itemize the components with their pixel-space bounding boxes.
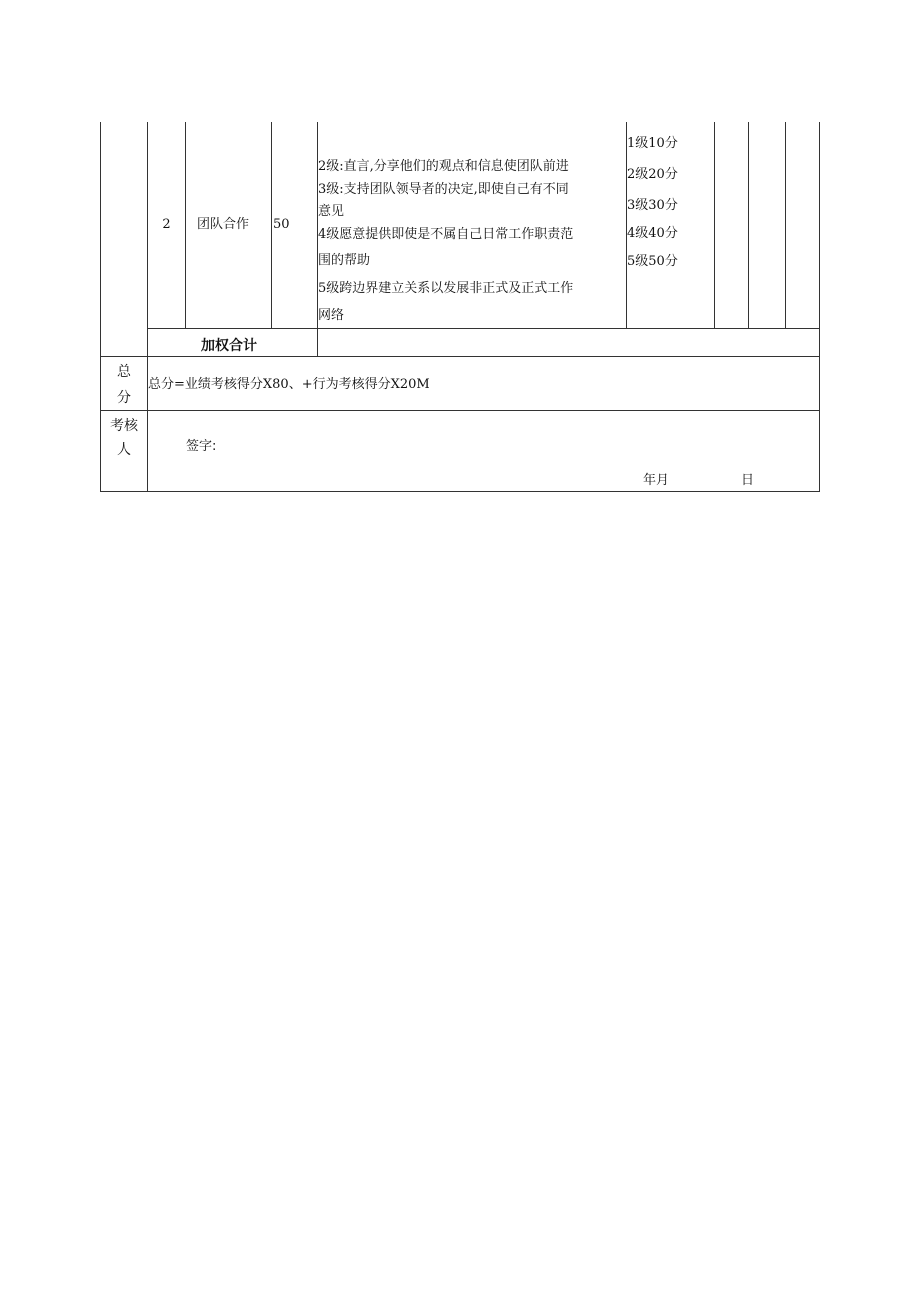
total-label-line1: 总 <box>117 364 131 380</box>
reviewer-label-line2: 人 <box>117 442 131 458</box>
criteria-line: 2级:直言,分享他们的观点和信息使团队前进 <box>318 159 569 174</box>
rule-col-index <box>185 122 186 329</box>
signature-label: 签字: <box>186 439 217 454</box>
rule-weighted-bottom <box>100 356 820 357</box>
rule-row-bottom <box>147 328 820 329</box>
score-level: 1级10分 <box>627 136 678 151</box>
row-weight: 50 <box>273 217 290 232</box>
rule-total-bottom <box>100 410 820 411</box>
total-label-line2: 分 <box>117 390 131 406</box>
rule-col-item <box>271 122 272 329</box>
criteria-line: 4级愿意提供即使是不属自己日常工作职责范 <box>318 227 574 242</box>
criteria-line: 围的帮助 <box>318 253 371 268</box>
criteria-line: 3级:支持团队领导者的决定,即使自己有不同 <box>318 182 569 197</box>
rule-col-blank-2 <box>785 122 786 329</box>
rule-col-blank-1 <box>748 122 749 329</box>
score-level: 2级20分 <box>627 167 678 182</box>
rule-right-edge <box>819 122 820 492</box>
date-year-month: 年月 <box>643 473 670 488</box>
rule-col-category <box>147 122 148 492</box>
score-level: 5级50分 <box>627 254 678 269</box>
criteria-line: 意见 <box>318 204 345 219</box>
row-item-name: 团队合作 <box>197 217 250 232</box>
rule-col-scores <box>714 122 715 329</box>
weighted-total-label: 加权合计 <box>201 338 257 354</box>
total-formula: 总分=业绩考核得分X80、+行为考核得分X20M <box>148 377 430 392</box>
reviewer-label-line1: 考核 <box>110 418 138 434</box>
rule-left-edge <box>100 122 101 492</box>
rule-table-bottom <box>100 491 820 492</box>
row-index: 2 <box>162 217 171 232</box>
score-level: 4级40分 <box>627 226 678 241</box>
criteria-line: 5级跨边界建立关系以发展非正式及正式工作 <box>318 281 574 296</box>
date-day: 日 <box>741 473 755 488</box>
criteria-line: 网络 <box>318 308 345 323</box>
score-level: 3级30分 <box>627 198 678 213</box>
